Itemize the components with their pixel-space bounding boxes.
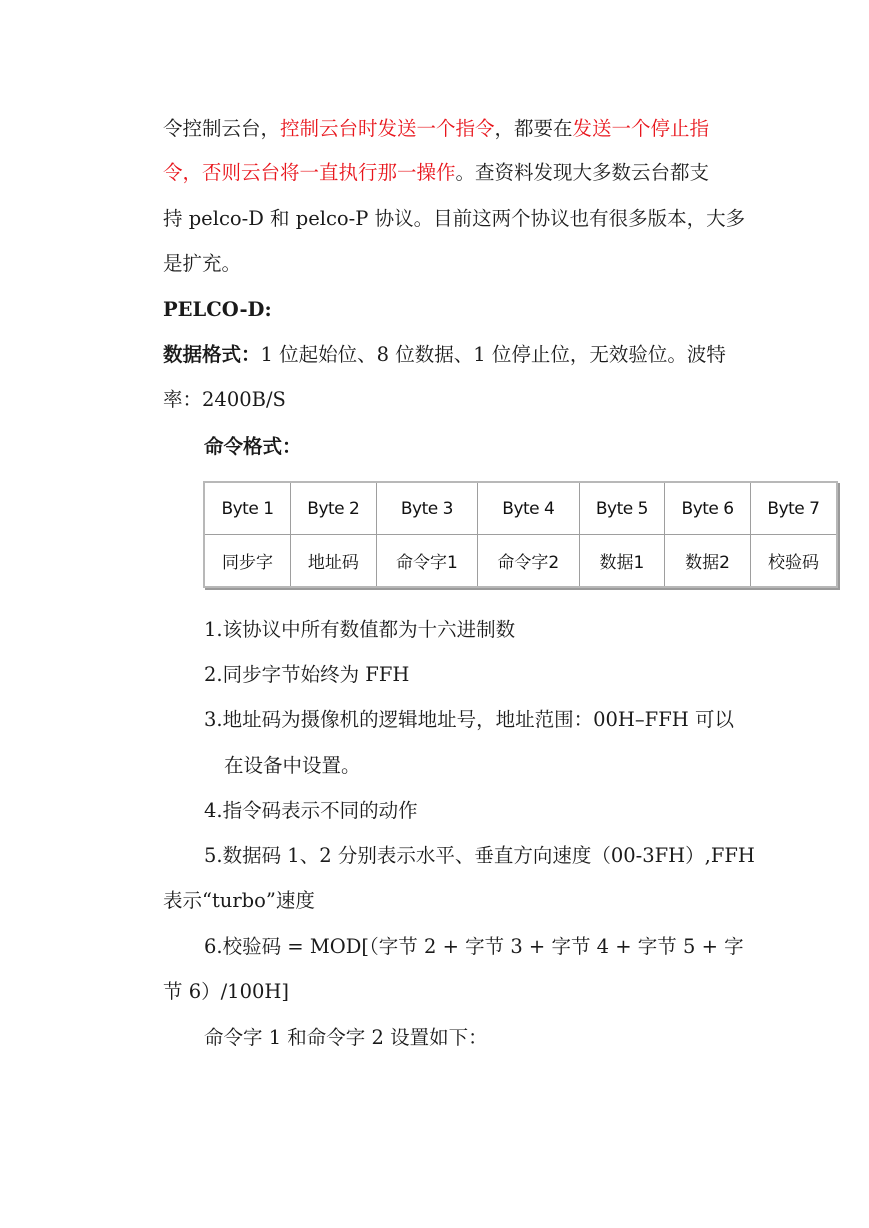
- note-3: 3.地址码为摄像机的逻辑地址号，地址范围：00H–FFH 可以: [204, 708, 734, 731]
- paragraph-line-3: 持 pelco-D 和 pelco-P 协议。目前这两个协议也有很多版本，大多: [163, 207, 746, 230]
- table-header-row: [204, 482, 837, 535]
- table-cell: 数据2: [665, 535, 751, 588]
- table-cell: 同步字: [204, 535, 291, 588]
- data-format-text: 1 位起始位、8 位数据、1 位停止位，无效验位。波特: [260, 343, 726, 366]
- table-header-cell: Byte 7: [750, 482, 837, 535]
- table-cell: 命令字1: [376, 535, 477, 588]
- table-header-cell: Byte 4: [478, 482, 579, 535]
- note-5: 5.数据码 1、2 分别表示水平、垂直方向速度（00-3FH）,FFH: [204, 844, 755, 867]
- text-run: 。查资料发现大多数云台都支: [455, 161, 710, 184]
- text-run: 令控制云台，: [163, 117, 281, 140]
- command-format-label: 命令格式：: [204, 435, 302, 458]
- table-cell: 数据1: [579, 535, 665, 588]
- note-2: 2.同步字节始终为 FFH: [204, 663, 410, 686]
- note-5-continued: 表示“turbo”速度: [163, 889, 315, 912]
- table-header-cell: Byte 5: [579, 482, 665, 535]
- highlighted-text-run: 令，否则云台将一直执行那一操作: [163, 161, 456, 184]
- highlighted-text-run: 控制云台时发送一个指令: [280, 117, 495, 140]
- data-format-line: [163, 342, 726, 368]
- paragraph-line-2: [163, 160, 709, 186]
- table-cell: 命令字2: [478, 535, 579, 588]
- note-6: 6.校验码 = MOD[（字节 2 + 字节 3 + 字节 4 + 字节 5 + 字: [204, 935, 744, 958]
- note-7: 命令字 1 和命令字 2 设置如下：: [204, 1026, 488, 1049]
- note-3-continued: 在设备中设置。: [224, 754, 361, 777]
- table-header-cell: Byte 1: [204, 482, 291, 535]
- table-header-cell: Byte 3: [376, 482, 477, 535]
- note-4: 4.指令码表示不同的动作: [204, 799, 418, 822]
- paragraph-line-4: 是扩充。: [163, 252, 242, 275]
- table-header-cell: Byte 2: [291, 482, 377, 535]
- note-6-continued: 节 6）/100H]: [163, 980, 290, 1003]
- table-header-cell: Byte 6: [665, 482, 751, 535]
- table-cell: 地址码: [291, 535, 377, 588]
- table-row: [204, 535, 837, 588]
- section-heading: PELCO-D:: [163, 298, 272, 321]
- highlighted-text-run: 发送一个停止指: [572, 117, 710, 140]
- paragraph-line-1: [163, 116, 709, 142]
- data-format-label: 数据格式：: [163, 343, 261, 366]
- command-format-table: [203, 481, 838, 588]
- data-format-line-2: 率：2400B/S: [163, 388, 286, 411]
- text-run: ，都要在: [494, 117, 573, 140]
- note-1: 1.该协议中所有数值都为十六进制数: [204, 618, 516, 641]
- table-cell: 校验码: [750, 535, 837, 588]
